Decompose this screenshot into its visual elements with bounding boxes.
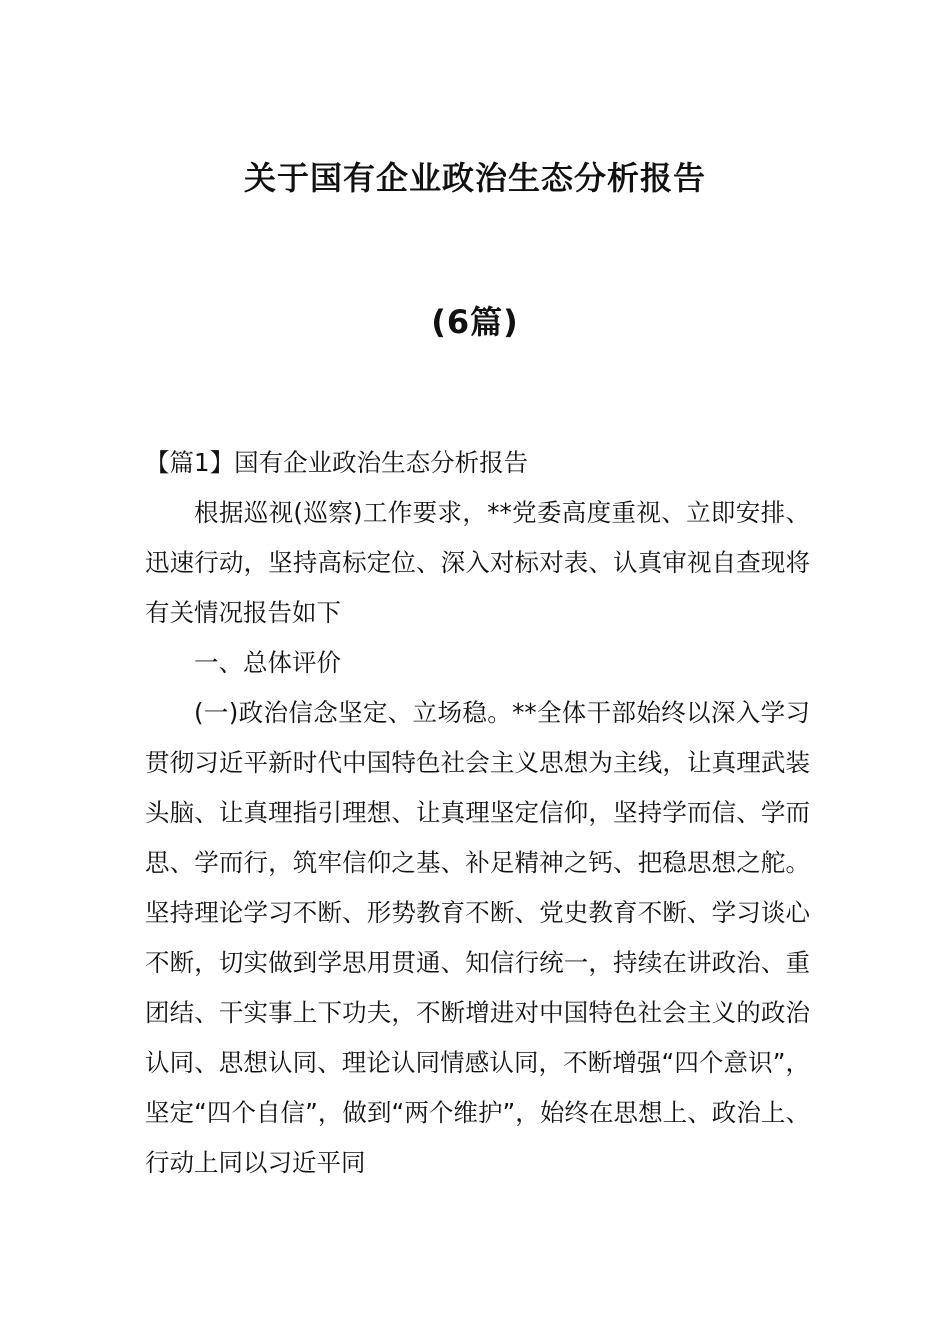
- document-subtitle: (6篇): [431, 303, 519, 341]
- document-title: 关于国有企业政治生态分析报告: [243, 159, 706, 197]
- document-body: [145, 438, 810, 1188]
- paragraph-intro: 根据巡视(巡察)工作要求，**党委高度重视、立即安排、迅速行动，坚持高标定位、深入对标对表、认真审视自查现将有关情况报告如下: [145, 498, 810, 627]
- paragraph-heading-overall: 一、总体评价: [194, 648, 341, 677]
- section-heading: 【篇1】国有企业政治生态分析报告: [145, 448, 529, 477]
- paragraph-political-belief: (一)政治信念坚定、立场稳。**全体干部始终以深入学习贯彻习近平新时代中国特色社会主义思想为主线，让真理武装头脑、让真理指引理想、让真理坚定信仰，坚持学而信、学而思、学而行，筑牢信仰之基、补足精神之钙、把稳思想之舵。坚持理论学习不断、形势教育不断、党史教育不断、学习谈心不断，切实做到学思用贯通、知信行统一，持续在讲政治、重团结、干实事上下功夫，不断增进对中国特色社会主义的政治认同、思想认同、理论认同情感认同，不断增强“四个意识”，坚定“四个自信”，做到“两个维护”，始终在思想上、政治上、行动上同以习近平同: [145, 698, 810, 1177]
